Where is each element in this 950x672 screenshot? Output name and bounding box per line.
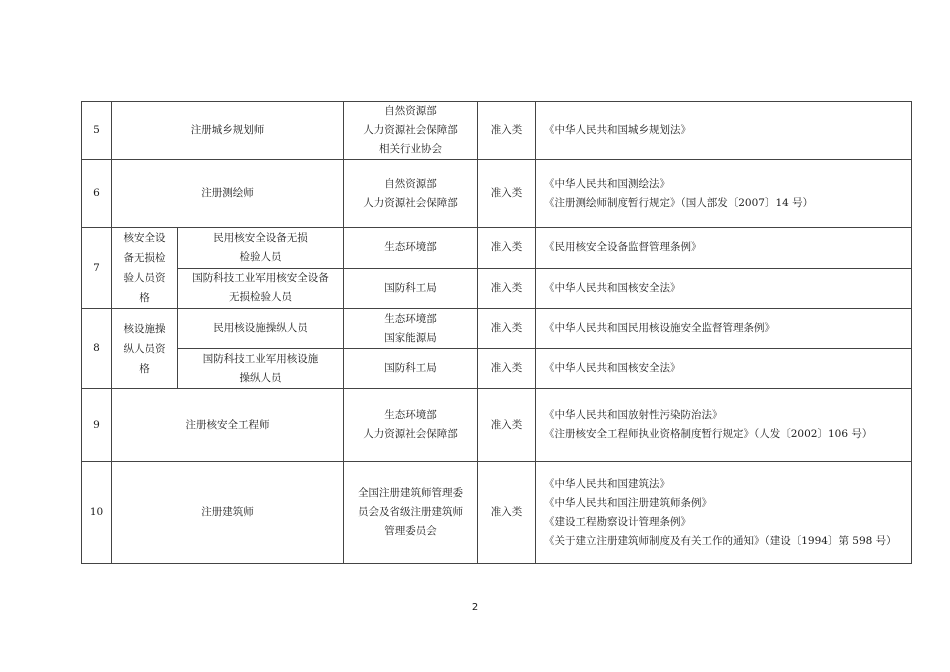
sub-name-line: 国防科技工业军用核设施 bbox=[202, 352, 319, 365]
sub-qualification-name bbox=[178, 268, 344, 309]
row-number: 9 bbox=[82, 389, 112, 462]
department-cell bbox=[344, 309, 478, 349]
basis-line: 《建设工程勘察设计管理条例》 bbox=[544, 515, 691, 528]
type-cell: 准入类 bbox=[478, 102, 536, 160]
qualification-name: 注册测绘师 bbox=[112, 160, 344, 228]
type-cell: 准入类 bbox=[478, 160, 536, 228]
basis-cell bbox=[536, 389, 912, 462]
department-cell bbox=[344, 268, 478, 309]
group-line: 核安全设 bbox=[123, 232, 166, 244]
basis-line: 《民用核安全设备监督管理条例》 bbox=[544, 241, 702, 254]
type-cell: 准入类 bbox=[478, 389, 536, 462]
department-line: 国家能源局 bbox=[384, 331, 437, 344]
qualification-group bbox=[112, 309, 178, 389]
basis-line: 《中华人民共和国核安全法》 bbox=[544, 362, 681, 374]
basis-line: 《中华人民共和国建筑法》 bbox=[544, 477, 670, 490]
department-cell bbox=[344, 160, 478, 228]
qualification-name: 注册建筑师 bbox=[112, 462, 344, 564]
department-line: 国防科工局 bbox=[384, 362, 437, 374]
sub-name-line: 国防科技工业军用核安全设备 bbox=[192, 272, 329, 285]
table-row-10 bbox=[82, 462, 912, 564]
table-row-6 bbox=[82, 160, 912, 228]
department-line: 生态环境部 bbox=[384, 409, 437, 421]
group-line: 格 bbox=[139, 362, 150, 375]
type-cell: 准入类 bbox=[478, 228, 536, 269]
table-row-9 bbox=[82, 389, 912, 462]
table-row-8a bbox=[82, 309, 912, 349]
page-number: 2 bbox=[471, 602, 479, 613]
group-line: 格 bbox=[139, 292, 150, 304]
department-cell bbox=[344, 389, 478, 462]
type-cell: 准入类 bbox=[478, 268, 536, 309]
basis-line: 《中华人民共和国民用核设施安全监督管理条例》 bbox=[544, 322, 775, 334]
table-row-7a bbox=[82, 228, 912, 269]
row-number: 6 bbox=[82, 160, 112, 228]
basis-cell bbox=[536, 102, 912, 160]
qualification-table bbox=[81, 101, 912, 564]
basis-line: 《注册核安全工程师执业资格制度暂行规定》（人发〔2002〕106 号） bbox=[544, 428, 873, 440]
department-line: 国防科工局 bbox=[384, 281, 437, 294]
department-line: 人力资源社会保障部 bbox=[363, 428, 458, 440]
sub-name-line: 检验人员 bbox=[239, 250, 282, 263]
qualification-name: 注册核安全工程师 bbox=[112, 389, 344, 462]
basis-line: 《中华人民共和国测绘法》 bbox=[544, 177, 670, 190]
basis-cell bbox=[536, 462, 912, 564]
table-row-8b bbox=[82, 349, 912, 389]
sub-name-line: 民用核安全设备无损 bbox=[213, 231, 308, 244]
basis-line: 《注册测绘师制度暂行规定》（国人部发〔2007〕14 号） bbox=[544, 196, 814, 209]
basis-line: 《中华人民共和国城乡规划法》 bbox=[544, 124, 691, 136]
basis-line: 《关于建立注册建筑师制度及有关工作的通知》（建设〔1994〕第 598 号） bbox=[544, 534, 897, 547]
group-line: 验人员资 bbox=[123, 272, 166, 284]
department-cell bbox=[344, 349, 478, 389]
sub-name-line: 操纵人员 bbox=[239, 371, 282, 384]
department-cell bbox=[344, 102, 478, 160]
sub-qualification-name bbox=[178, 349, 344, 389]
department-line: 自然资源部 bbox=[384, 177, 437, 190]
sub-name-line: 无损检验人员 bbox=[229, 291, 292, 304]
sub-qualification-name bbox=[178, 228, 344, 269]
department-line: 人力资源社会保障部 bbox=[363, 196, 458, 209]
department-line: 生态环境部 bbox=[384, 312, 437, 325]
basis-cell bbox=[536, 268, 912, 309]
table-row-7b bbox=[82, 268, 912, 309]
basis-line: 《中华人民共和国核安全法》 bbox=[544, 281, 681, 294]
basis-cell bbox=[536, 349, 912, 389]
group-line: 核设施操 bbox=[123, 322, 166, 335]
department-line: 生态环境部 bbox=[384, 241, 437, 254]
department-line: 人力资源社会保障部 bbox=[363, 124, 458, 136]
basis-cell bbox=[536, 228, 912, 269]
type-cell: 准入类 bbox=[478, 462, 536, 564]
department-cell bbox=[344, 462, 478, 564]
sub-qualification-name bbox=[178, 309, 344, 349]
table-row-5 bbox=[82, 102, 912, 160]
row-number: 10 bbox=[82, 462, 112, 564]
department-cell bbox=[344, 228, 478, 269]
basis-cell bbox=[536, 309, 912, 349]
department-line: 自然资源部 bbox=[384, 105, 437, 117]
type-cell: 准入类 bbox=[478, 309, 536, 349]
group-line: 备无损检 bbox=[123, 252, 166, 264]
department-line: 全国注册建筑师管理委 bbox=[358, 487, 463, 499]
row-number: 5 bbox=[82, 102, 112, 160]
type-cell: 准入类 bbox=[478, 349, 536, 389]
row-number: 7 bbox=[82, 228, 112, 309]
basis-line: 《中华人民共和国放射性污染防治法》 bbox=[544, 409, 723, 421]
sub-name-line: 民用核设施操纵人员 bbox=[213, 322, 308, 334]
basis-cell bbox=[536, 160, 912, 228]
department-line: 管理委员会 bbox=[384, 525, 437, 537]
department-line: 相关行业协会 bbox=[379, 143, 442, 155]
qualification-name: 注册城乡规划师 bbox=[112, 102, 344, 160]
qualification-group bbox=[112, 228, 178, 309]
basis-line: 《中华人民共和国注册建筑师条例》 bbox=[544, 496, 712, 509]
department-line: 员会及省级注册建筑师 bbox=[358, 506, 463, 518]
group-line: 纵人员资 bbox=[123, 342, 166, 355]
row-number: 8 bbox=[82, 309, 112, 389]
